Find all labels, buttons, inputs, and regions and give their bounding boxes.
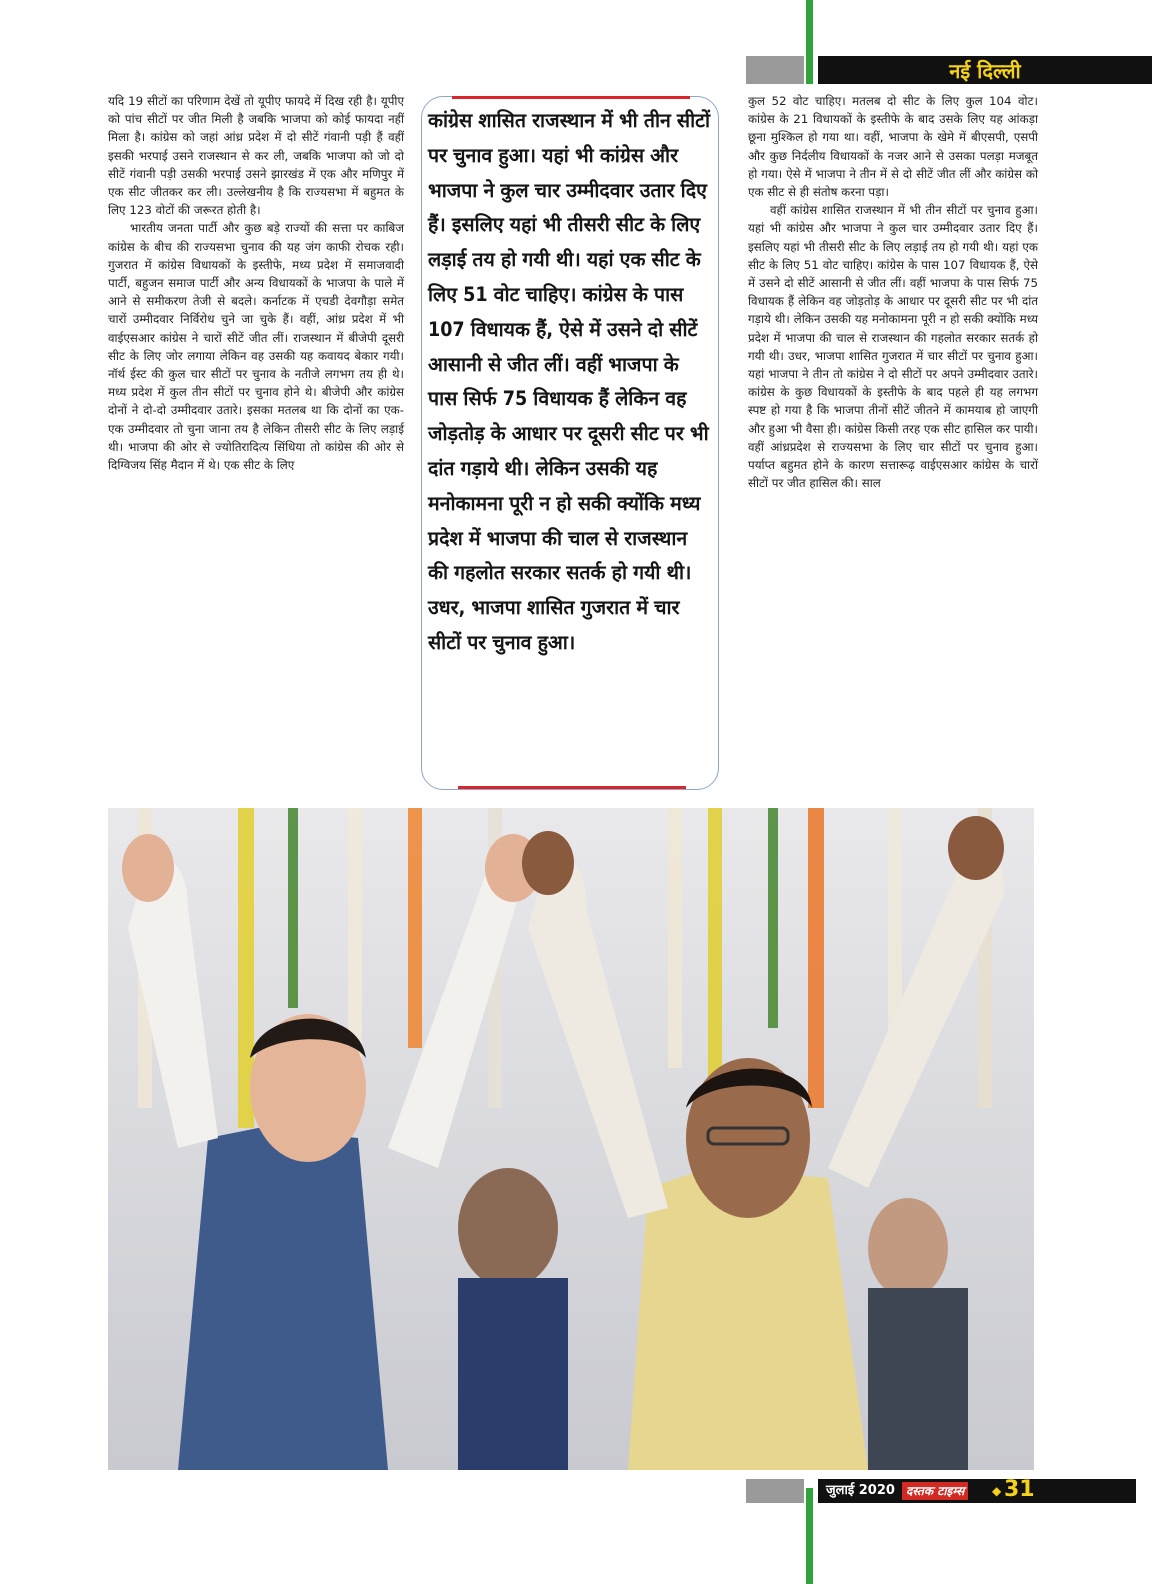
section-title: नई दिल्ली <box>949 58 1021 83</box>
issue-date: जुलाई 2020 <box>826 1483 895 1498</box>
right-paragraph-2: वहीं कांग्रेस शासित राजस्थान में भी तीन सीटों पर चुनाव हुआ। यहां भी कांग्रेस और भाजपा ने कुल चार उम्मीदवार उतार दिए हैं। इसलिए यहां भी तीसरी सीट के लिए लड़ाई तय हो गयी थी। यहां एक सीट के लिए 51 वोट चाहिए। कांग्रेस के पास 107 विधायक हैं, ऐसे में उसने दो सीटें आसानी से जीत लीं। वहीं भाजपा के पास सिर्फ 75 विधायक हैं लेकिन वह जोड़तोड़ के आधार पर दूसरी सीट पर भी दांत गड़ाये थी। लेकिन उसकी यह मनोकामना पूरी न हो सकी क्योंकि मध्य प्रदेश में भाजपा की चाल से राजस्थान की गहलोत सरकार सतर्क हो गयी थी। उधर, भाजपा शासित गुजरात में चार सीटों पर चुनाव हुआ। यहां भाजपा ने तीन तो कांग्रेस ने दो सीटों पर अपने उम्मीदवार उतारे। कांग्रेस के कुछ विधायकों के इस्तीफे के बाद पहले ही यह लगभग स्पष्ट हो गया है कि भाजपा तीनों सीटें जीतने में कामयाब हो जाएगी और हुआ भी वैसा ही। कांग्रेस किसी तरह एक सीट हासिल कर पायी। वहीं आंध्रप्रदेश से राज्यसभा के लिए चार सीटों पर चुनाव हुआ। पर्याप्त बहुमत होने के कारण सत्तारूढ़ वाईएसआर कांग्रेस के चारों सीटों पर जीत हासिल की। साल <box>748 203 1038 491</box>
footer-separator-icon: ◆ <box>992 1484 1002 1498</box>
footer-gray-block <box>746 1479 804 1503</box>
right-column <box>748 92 1038 492</box>
pull-quote-bottom-rule <box>458 786 686 789</box>
pull-quote-top-rule <box>452 96 690 99</box>
header-gray-block <box>746 56 804 84</box>
right-paragraph-1: कुल 52 वोट चाहिए। मतलब दो सीट के लिए कुल 104 वोट। कांग्रेस के 21 विधायकों के इस्तीफे के बाद उसके लिए यह आंकड़ा छूना मुश्किल हो गया था। वहीं, भाजपा के खेमे में बीएसपी, एसपी और कुछ निर्दलीय विधायकों के नजर आने से उसका पलड़ा मजबूत हो गया। ऐसे में भाजपा ने तीन में से दो सीटें जीत लीं और कांग्रेस को एक सीट से ही संतोष करना पड़ा। <box>748 94 1038 200</box>
bottom-green-rule <box>806 1488 813 1584</box>
pull-quote-text: कांग्रेस शासित राजस्थान में भी तीन सीटों पर चुनाव हुआ। यहां भी कांग्रेस और भाजपा ने कुल चार उम्मीदवार उतार दिए हैं। इसलिए यहां भी तीसरी सीट के लिए लड़ाई तय हो गयी थी। यहां एक सीट के लिए 51 वोट चाहिए। कांग्रेस के पास 107 विधायक हैं, ऐसे में उसने दो सीटें आसानी से जीत लीं। वहीं भाजपा के पास सिर्फ 75 विधायक हैं लेकिन वह जोड़तोड़ के आधार पर दूसरी सीट पर भी दांत गड़ाये थी। लेकिन उसकी यह मनोकामना पूरी न हो सकी क्योंकि मध्य प्रदेश में भाजपा की चाल से राजस्थान की गहलोत सरकार सतर्क हो गयी थी। उधर, भाजपा शासित गुजरात में चार सीटों पर चुनाव हुआ। <box>428 109 711 654</box>
magazine-logo: दस्तक टाइम्स <box>902 1482 968 1500</box>
article-photo <box>108 808 1034 1470</box>
left-column <box>108 92 404 474</box>
photo-two-leaders-icon <box>108 808 1034 1470</box>
left-paragraph-2: भारतीय जनता पार्टी और कुछ बड़े राज्यों की सत्ता पर काबिज कांग्रेस के बीच की राज्यसभा चुनाव की यह जंग काफी रोचक रही। गुजरात में कांग्रेस विधायकों के इस्तीफे, मध्य प्रदेश में समाजवादी पार्टी, बहुजन समाज पार्टी और अन्य विधायकों के भाजपा के पाले में आने से समीकरण तेजी से बदले। कर्नाटक में एचडी देवगौड़ा समेत चारों उम्मीदवार निर्विरोध चुने जा चुके हैं। वहीं, आंध्र प्रदेश में भी वाईएसआर कांग्रेस ने चारों सीटें जीत लीं। राजस्थान में बीजेपी दूसरी सीट के लिए जोर लगाया लेकिन वह उसकी यह कवायद बेकार गयी। नॉर्थ ईस्ट की कुल चार सीटों पर चुनाव के नतीजे लगभग तय ही थे। मध्य प्रदेश में कुल तीन सीटों पर चुनाव होने थे। बीजेपी और कांग्रेस दोनों ने दो-दो उम्मीदवार उतारे। इसका मतलब था कि दोनों का एक-एक उम्मीदवार तो चुना जाना तय है लेकिन तीसरी सीट के लिए लड़ाई थी। भाजपा की ओर से ज्योतिरादित्य सिंधिया तो कांग्रेस की ओर से दिग्विजय सिंह मैदान में थे। एक सीट के लिए <box>108 221 404 473</box>
page-number: 31 <box>1004 1477 1035 1502</box>
top-green-rule <box>806 0 813 84</box>
left-paragraph-1: यदि 19 सीटों का परिणाम देखें तो यूपीए फायदे में दिख रही है। यूपीए को पांच सीटों पर जीत मिली है जबकि भाजपा को कोई फायदा नहीं मिला है। कांग्रेस को जहां आंध्र प्रदेश में दो सीटें गंवानी पड़ी हैं वहीं इसकी भरपाई उसने राजस्थान से कर ली, जबकि भाजपा को जो दो सीटें गंवानी पड़ी उसकी भरपाई उसने झारखंड में एक और मणिपुर में एक सीट जीतकर कर ली। उल्लेखनीय है कि राज्यसभा में बहुमत के लिए 123 वोटों की जरूरत होती है। <box>108 94 404 218</box>
